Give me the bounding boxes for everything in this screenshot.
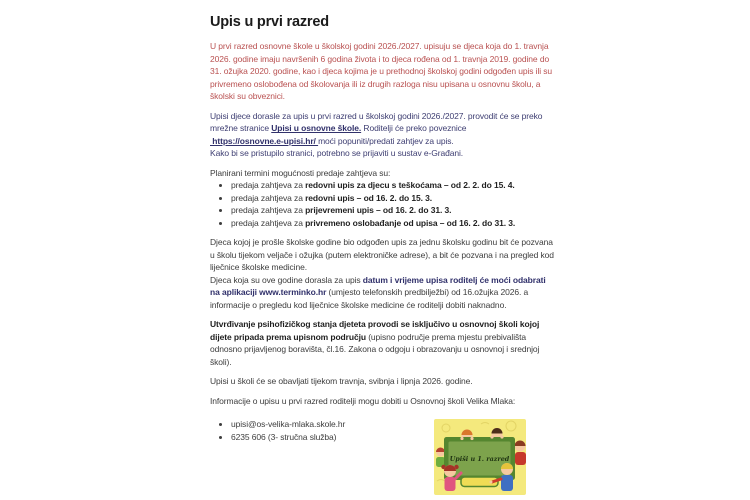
kid-right	[515, 441, 527, 466]
terms-list	[210, 179, 554, 229]
enrollment-illustration	[434, 419, 526, 495]
term-bold: prijevremeni upis – od 16. 2. do 31. 3.	[305, 205, 452, 216]
terminko-bold: datum i vrijeme upisa roditelj će moći odabrati na aplikaciji www.terminko.hr	[210, 274, 546, 298]
text-run: Kako bi se pristupilo stranici, potrebno se prijaviti u sustav e-Građani.	[210, 148, 464, 159]
postponed-paragraph	[210, 236, 554, 311]
text-run: predaja zahtjeva za	[231, 192, 306, 203]
info-paragraph: Informacije o upisu u prvi razred roditelji mogu dobiti u Osnovnoj školi Velika Mlaka:	[210, 395, 516, 406]
term-bold: privremeno oslobađanje od upisa – od 16. 2. do 31. 3.	[305, 217, 516, 228]
text-run: (upisno područje prema mjestu prebivališta odnosno prijavljenog boravišta, čl.16. Zakona o odgoju i obrazovanju u osnovnoj i srednjoj školi).	[210, 331, 540, 367]
schedule-paragraph: Upisi u školi će se obavljati tijekom travnja, svibnja i lipnja 2026. godine.	[210, 376, 473, 387]
list-item	[231, 217, 554, 230]
term-bold: redovni upis – od 16. 2. do 15. 3.	[305, 192, 433, 203]
page-title: Upis u prvi razred	[210, 14, 329, 30]
enrollment-illustration-svg	[434, 419, 526, 495]
contact-phone: • 6235 606 (3- stručna služba)	[231, 431, 554, 444]
intro-paragraph: U prvi razred osnovne škole u školskoj godini 2026./2027. upisuju se djeca koja do 1. travnja 2026. godine imaju navršenih 6 godina života i to djeca rođena od 1. travnja 2019. godine do 31. ožujka 2020. godine, kao i djeca kojima je u prethodnoj školskoj godini odgođen upis ili su privremeno oslobođena od školovanja ili iz drugih razloga nisu upisana u osnovnu školu, a školski su obveznici.	[210, 41, 553, 102]
term-bold: redovni upis za djecu s teškoćama – od 2. 2. do 15. 4.	[305, 180, 515, 191]
osnovne-e-upisi-link[interactable]: https://osnovne.e-upisi.hr/	[210, 135, 319, 146]
text-run: predaja zahtjeva za	[231, 205, 306, 216]
text-run: Upisi djece dorasle za upis u prvi razred u školskoj godini 2026./2027. provodit će se preko mrežne stranice	[210, 110, 543, 134]
text-run: predaja zahtjeva za	[231, 180, 306, 191]
text-run: Djeca koja su ove godine dorasla za upis	[210, 274, 363, 285]
list-item	[231, 192, 554, 205]
terms-intro: Planirani termini mogućnosti predaje zahtjeva su:	[210, 167, 391, 178]
text-run: Roditelji će preko poveznice	[361, 123, 467, 134]
upisi-u-osnovne-skole-link[interactable]: Upisi u osnovne škole.	[271, 123, 362, 134]
psycho-bold: Utvrđivanje psihofizičkog stanja djeteta provodi se isključivo u osnovnoj školi kojoj dijete pripada prema upisnom području	[210, 319, 540, 342]
psycho-paragraph	[210, 318, 554, 368]
article	[210, 6, 554, 443]
contact-email: • upisi@os-velika-mlaka.skole.hr	[231, 418, 554, 431]
list-item	[231, 204, 554, 217]
eupisi-paragraph	[210, 110, 554, 160]
text-run: Djeca kojoj je prošle školske godine bio odgođen upis za jednu školsku godinu bit će pozvana u školu tijekom veljače i ožujka (putem elektroničke adrese), a bit će pozvana i na pregled kod liječnice školske medicine.	[210, 237, 554, 273]
list-item	[231, 179, 554, 192]
board-caption: Upiši u 1. razred	[449, 455, 510, 463]
text-run: (umjesto telefonskih predbilježbi) od 16.ožujka 2026. a informacije o pregledu kod liječnice školske medicine će roditelji dobiti naknadno.	[210, 287, 529, 310]
text-run: predaja zahtjeva za	[231, 217, 306, 228]
text-run: moći popuniti/predati zahtjev za upis.	[318, 135, 454, 146]
